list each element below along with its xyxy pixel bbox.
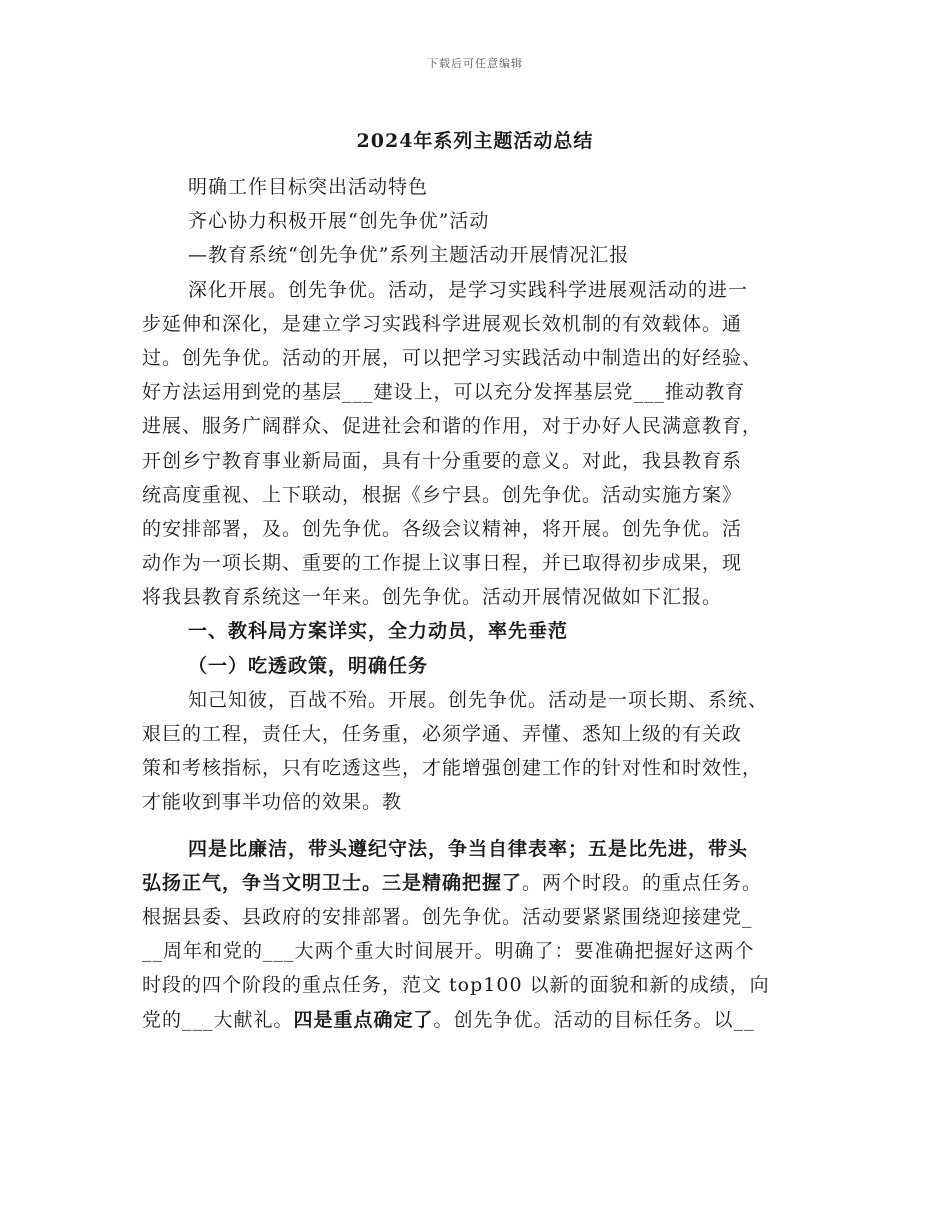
header-note: 下载后可任意编辑 [427, 57, 523, 70]
bold-text: 四是重点确定了 [293, 1008, 434, 1031]
subtitle-line: 明确工作目标突出活动特色 [188, 176, 429, 198]
document-title: 2024年系列主题活动总结 [356, 130, 594, 152]
paragraph-line: 统高度重视、上下联动，根据《乡宁县。创先争优。活动实施方案》 [142, 483, 743, 506]
body-text: 。两个时段。的重点任务。 [522, 871, 763, 894]
paragraph-line: 的安排部署，及。创先争优。各级会议精神，将开展。创先争优。活 [142, 517, 743, 540]
subsection-heading: （一）吃透政策，明确任务 [188, 654, 429, 677]
document-body [142, 170, 812, 1037]
paragraph-line [142, 866, 812, 900]
paragraph-line: 动作为一项长期、重要的工作提上议事日程，并已取得初步成果，现 [142, 552, 743, 575]
paragraph-line: 策和考核指标，只有吃透这些，才能增强创建工作的针对性和时效性， [142, 757, 763, 780]
paragraph-line: 将我县教育系统这一年来。创先争优。活动开展情况做如下汇报。 [142, 586, 723, 609]
paragraph-line: 开创乡宁教育事业新局面，具有十分重要的意义。对此，我县教育系 [142, 449, 743, 472]
paragraph-line [142, 1003, 812, 1037]
paragraph-line: 才能收到事半功倍的效果。教 [142, 791, 403, 814]
body-text: 。创先争优。活动的目标任务。以__ [433, 1008, 755, 1031]
paragraph-line: 知己知彼，百战不殆。开展。创先争优。活动是一项长期、系统、 [188, 688, 769, 711]
paragraph-line: 四是比廉洁，带头遵纪守法，争当自律表率；五是比先进，带头 [188, 837, 749, 860]
paragraph-line: 步延伸和深化，是建立学习实践科学进展观长效机制的有效载体。通 [142, 312, 743, 335]
body-text: 党的___大献礼。 [142, 1008, 294, 1031]
paragraph-line: 深化开展。创先争优。活动，是学习实践科学进展观活动的进一 [188, 278, 749, 301]
bold-text: 弘扬正气，争当文明卫士。三是精确把握了 [142, 871, 523, 894]
paragraph-line: __周年和党的___大两个重大时间展开。明确了：要准确把握好这两个 [142, 940, 755, 963]
subtitle-line: —教育系统“创先争优”系列主题活动开展情况汇报 [188, 244, 630, 267]
subtitle-line: 齐心协力积极开展“创先争优”活动 [188, 210, 490, 233]
section-heading: 一、教科局方案详实，全力动员，率先垂范 [188, 620, 569, 643]
paragraph-line: 进展、服务广阔群众、促进社会和谐的作用，对于办好人民满意教育， [142, 415, 763, 438]
paragraph-gap [142, 820, 812, 832]
paragraph-line: 艰巨的工程，责任大，任务重，必须学通、弄懂、悉知上级的有关政 [142, 723, 743, 745]
paragraph-line: 好方法运用到党的基层___建设上，可以充分发挥基层党___推动教育 [142, 381, 746, 404]
paragraph-line: 时段的四个阶段的重点任务，范文 top100 以新的面貌和新的成绩，向 [142, 974, 770, 997]
paragraph-line: 过。创先争优。活动的开展，可以把学习实践活动中制造出的好经验、 [142, 346, 763, 369]
paragraph-line: 根据县委、县政府的安排部署。创先争优。活动要紧紧围绕迎接建党_ [142, 905, 753, 928]
